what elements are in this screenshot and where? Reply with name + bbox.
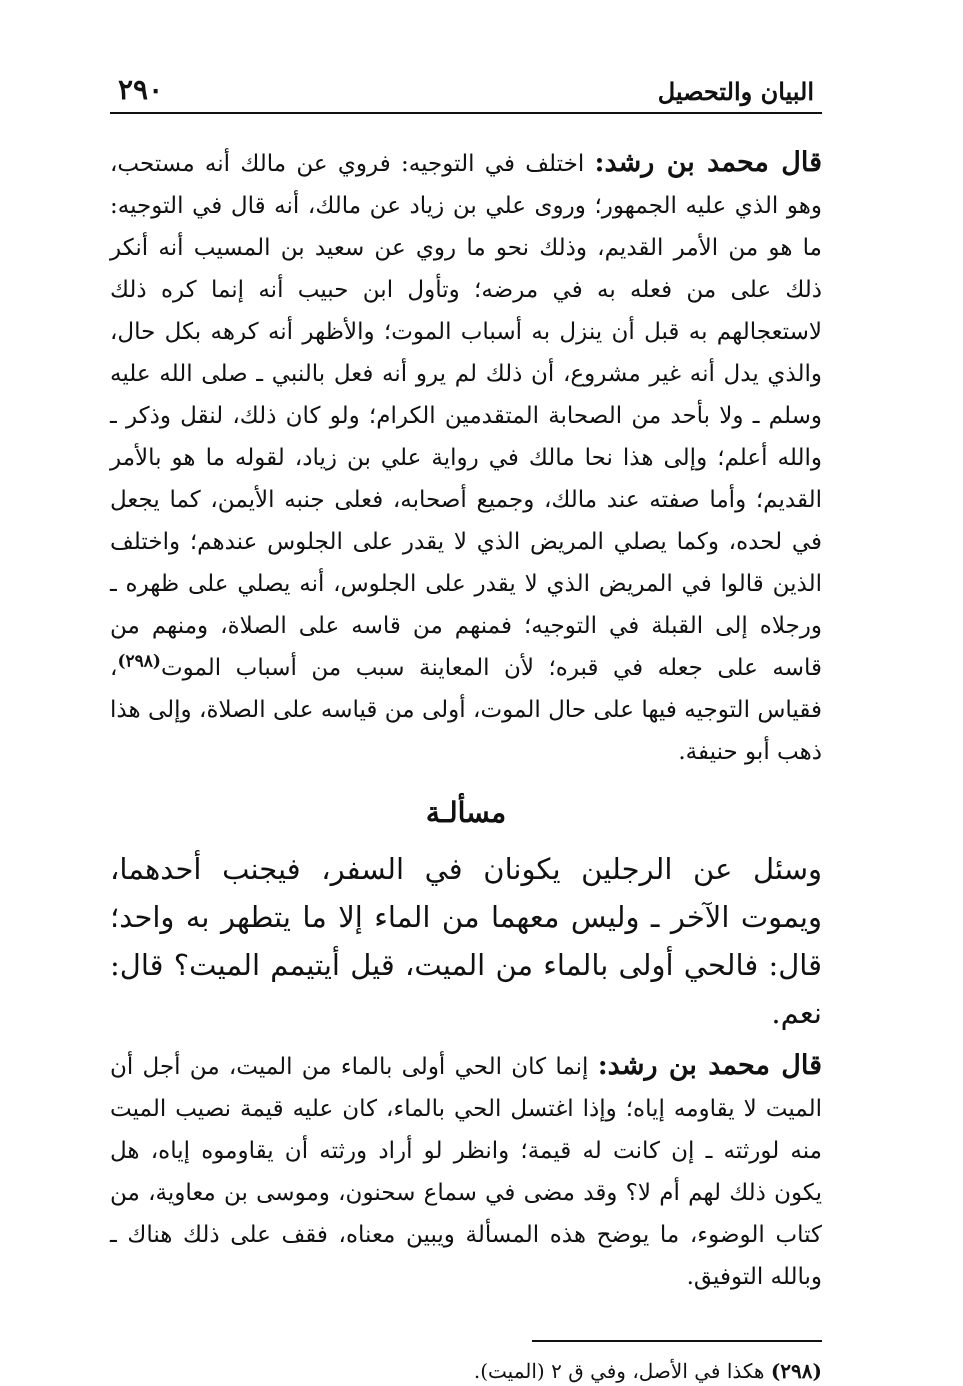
book-page xyxy=(110,60,822,1386)
commentary-text-part1: اختلف في التوجيه: فروي عن مالك أنه مستحب، وهو الذي عليه الجمهور؛ وروى علي بن زياد عن مالك، أنه قال في التوجيه: ما هو من الأمر القديم، وذلك نحو ما روي عن سعيد بن المسيب أنه أنكر ذلك على من فعله به في مرضه؛ وتأول ابن حبيب أنه إنما كره ذلك لاستعجالهم به قبل أن ينزل به أسباب الموت؛ والأظهر أنه كرهه بكل حال، والذي يدل أنه غير مشروع، أن ذلك لم يرو أنه فعل بالنبي ـ صلى الله عليه وسلم ـ ولا بأحد من الصحابة المتقدمين الكرام؛ ولو كان ذلك، لنقل وذكر ـ والله أعلم؛ وإلى هذا نحا مالك في رواية علي بن زياد، لقوله ما هو بالأمر القديم؛ وأما صفته عند مالك، وجميع أصحابه، فعلى جنبه الأيمن، كما يجعل في لحده، وكما يصلي المريض الذي لا يقدر على الجلوس عندهم؛ واختلف الذين قالوا في المريض الذي لا يقدر على الجلوس، أنه يصلي على ظهره ـ ورجلاه إلى القبلة في التوجيه؛ فمنهم من قاسه على الصلاة، ومنهم من قاسه على جعله في قبره؛ لأن المعاينة سبب من أسباب الموت xyxy=(110,151,822,681)
footnote xyxy=(110,1356,822,1386)
commentary-lead-2: قال محمد بن رشد: xyxy=(597,1050,822,1081)
commentary-text-part2: ، فقياس التوجيه فيها على حال الموت، أولى من قياسه على الصلاة، وإلى هذا ذهب أبو حنيفة. xyxy=(110,655,822,765)
commentary-paragraph-1 xyxy=(110,142,822,773)
footnote-number: (٢٩٨) xyxy=(770,1359,822,1383)
question-paragraph: وسئل عن الرجلين يكونان في السفر، فيجنب أحدهما، ويموت الآخر ـ وليس معهما من الماء إلا ما يتطهر به واحد؛ قال: فالحي أولى بالماء من الميت، قيل أيتيمم الميت؟ قال: نعم. xyxy=(110,852,822,1030)
footnote-reference[interactable]: (٢٩٨) xyxy=(117,651,161,672)
page-header xyxy=(110,60,822,114)
section-heading: مسألـة xyxy=(425,796,507,829)
book-title: البيان والتحصيل xyxy=(657,77,814,106)
footnote-divider xyxy=(532,1340,822,1342)
commentary-text-2: إنما كان الحي أولى بالماء من الميت، من أجل أن الميت لا يقاومه إياه؛ وإذا اغتسل الحي بالماء، كان عليه قيمة نصيب الميت منه لورثته ـ إن كانت له قيمة؛ وانظر لو أراد ورثته أن يقاوموه إياه، هل يكون ذلك لهم أم لا؟ وقد مضى في سماع سحنون، وموسى بن معاوية، من كتاب الوضوء، ما يوضح هذه المسألة ويبين معناه، فقف على ذلك هناك ـ وبالله التوفيق. xyxy=(110,1054,822,1290)
commentary-paragraph-2 xyxy=(110,1045,822,1298)
commentary-lead: قال محمد بن رشد: xyxy=(594,147,822,178)
page-number: ٢٩٠ xyxy=(118,73,164,106)
footnote-text: هكذا في الأصل، وفي ق ٢ (الميت). xyxy=(473,1359,765,1383)
